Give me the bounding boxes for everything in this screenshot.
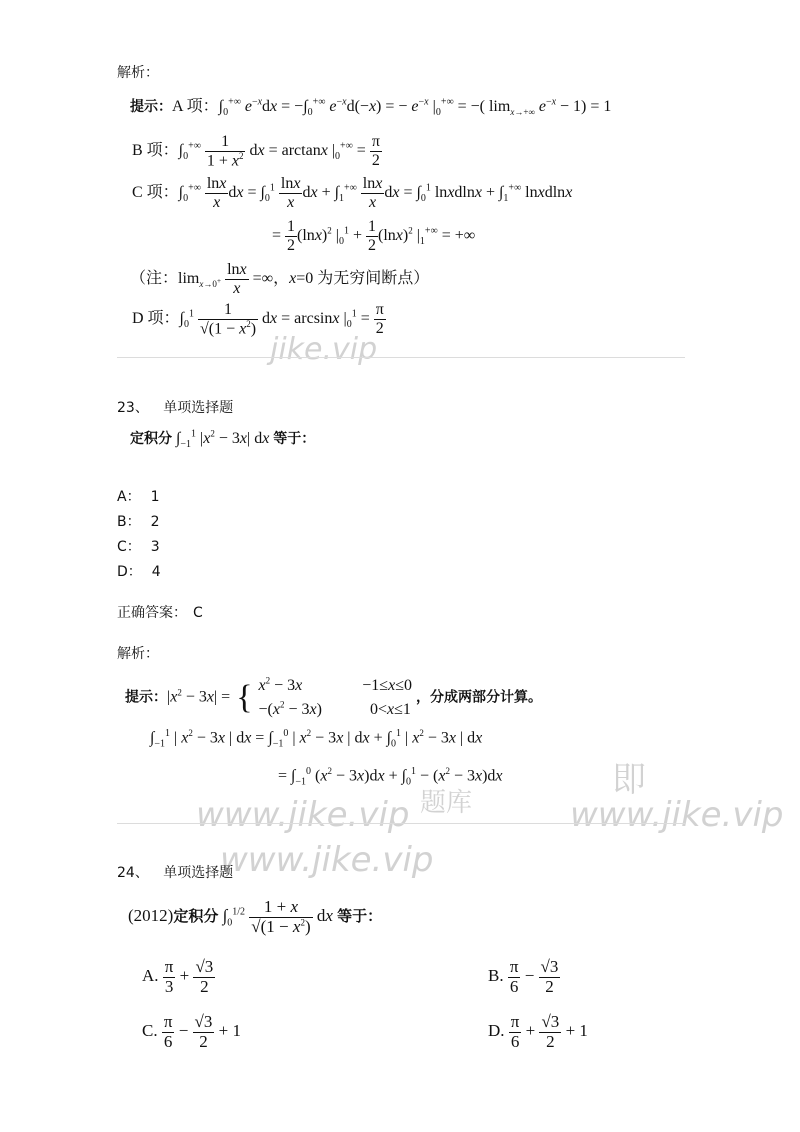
q23-option-c-value: 3: [150, 539, 160, 555]
divider-2: [117, 823, 685, 824]
watermark-2: www.jike.vip: [196, 795, 410, 835]
watermark-3: www.jike.vip: [570, 795, 784, 835]
q24-option-c[interactable]: C. $\frac{\pi}{6}$ − $\frac{√3}{2}$ + 1: [142, 1012, 241, 1051]
watermark-4: www.jike.vip: [220, 840, 434, 880]
q23-analysis-heading: 解析：: [117, 646, 159, 662]
q23-option-d-key: D：: [117, 564, 142, 580]
q24-type: 单项选择题: [163, 865, 234, 881]
q23-option-c-key: C：: [117, 539, 141, 555]
watermark-tiku: 题库: [420, 788, 473, 818]
q24-option-a[interactable]: A. $\frac{\pi}{3}$ + $\frac{√3}{2}$: [142, 957, 214, 996]
q24-option-d[interactable]: D. $\frac{\pi}{6}$ + $\frac{√3}{2}$ + 1: [488, 1012, 588, 1051]
divider-1: [117, 357, 685, 358]
q23-option-a-key: A：: [117, 489, 141, 505]
q23-option-b-value: 2: [150, 514, 160, 530]
q22-line-c2: = $\frac{1}{2}$ $(\ln x)^2$ $|_0^1$ + $\frac{1}{2}$ $(\ln x)^2$ $|_1^{+\infty}$ = +∞: [272, 218, 476, 254]
q23-answer-label: 正确答案：: [117, 605, 187, 621]
q24-number: 24、: [117, 865, 149, 881]
q23-option-d[interactable]: [117, 561, 161, 581]
watermark-logo-char: 即: [612, 760, 646, 800]
q23-answer: [117, 602, 203, 622]
q24-stem: (2012)定积分 $\int_0^{1/2}$ $\frac{1 + x}{√(1 - x^2)}$ dx 等于：: [128, 897, 383, 936]
q22-line-note: （注：$\lim_{x\to 0^+}$ $\frac{\ln x}{x}$ =∞，x=0 为无穷间断点）: [130, 261, 430, 297]
q22-analysis-heading: 解析：: [117, 65, 159, 81]
q24-header: [117, 862, 233, 882]
q23-type: 单项选择题: [163, 400, 234, 416]
watermark-1: jike.vip: [270, 332, 378, 367]
q23-option-b-key: B：: [117, 514, 141, 530]
q23-header: [117, 397, 233, 417]
q23-option-c[interactable]: [117, 536, 160, 556]
q23-option-a[interactable]: [117, 486, 160, 506]
q22-line-c: C 项：$\int_0^{+\infty}$ $\frac{\ln x}{x}$ dx = $\int_0^1$ $\frac{\ln x}{x}$ dx + $\int_1^{+\infty}$ $\frac{\ln x}{x}$ dx = $\int_0^1$ lnxdlnx + $\int_1^{+\infty}$ lnxdlnx: [132, 175, 573, 211]
q23-answer-value: C: [193, 605, 203, 621]
q23-option-d-value: 4: [151, 564, 161, 580]
q23-analysis-line-3: = $\int_{-1}^0$ $(x^2 - 3x)dx + \int_0^1 - (x^2 - 3x)dx$: [278, 766, 503, 788]
q22-line-a: 提示：A 项：$\int_0^{+\infty}$ $e^{-x}dx = -\int_0^{+\infty}$ $e^{-x}d(-x)$ = − $e^{-x}$ $|_0^{+\infty}$ = −( $\lim_{x\to+\infty} e^{-x} - 1) = 1$: [130, 96, 612, 119]
q23-stem: 定积分 $\int_{-1}^1$ $|x^2 - 3x|$ dx 等于：: [130, 428, 316, 451]
q23-number: 23、: [117, 400, 149, 416]
q23-analysis-line-1: 提示：$|x^2 - 3x|$ = { $x^2 - 3x -1\le x\le 0$ $-(x^2 - 3x)$ 0<x≤1 ，分成两部分计算。: [125, 675, 542, 718]
q23-analysis-line-2: $\int_{-1}^1$ | $x^2 - 3x$ | dx = $\int_{-1}^0$ | $x^2 - 3x$ | dx + $\int_0^1$ | $x^2 - 3x$ | dx: [150, 728, 483, 750]
q22-line-d: D 项：$\int_0^1$ $\frac{1}{√(1 - x^2)}$ dx = arcsinx $|_0^1$ = $\frac{\pi}{2}$: [132, 301, 384, 337]
q23-option-b[interactable]: [117, 511, 160, 531]
q22-line-b: B 项：$\int_0^{+\infty}$ $\frac{1}{1 + x^2}$ dx = arctanx $|_0^{+\infty}$ = $\frac{\pi}{2}$: [132, 133, 380, 169]
q23-option-a-value: 1: [150, 489, 160, 505]
q24-option-b[interactable]: B. $\frac{\pi}{6}$ − $\frac{√3}{2}$: [488, 957, 559, 996]
